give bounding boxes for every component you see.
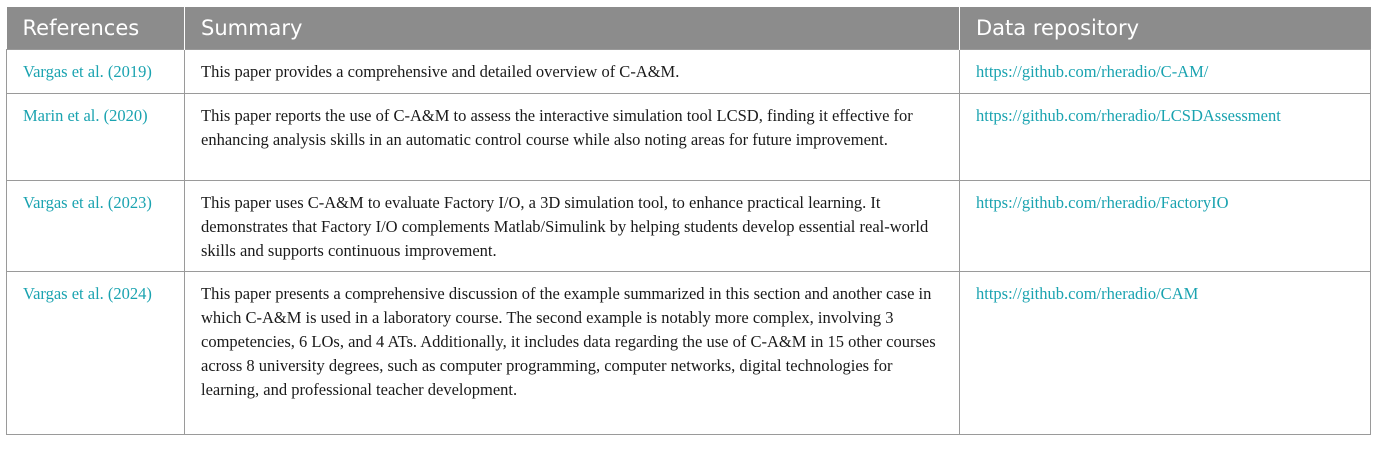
repository-link[interactable]: https://github.com/rheradio/C-AM/ <box>976 62 1209 81</box>
header-summary: Summary <box>185 7 960 50</box>
summary-cell: This paper provides a comprehensive and detailed overview of C-A&M. <box>185 50 960 94</box>
table-row <box>7 272 1371 435</box>
summary-cell: This paper presents a comprehensive discussion of the example summarized in this section and another case in which C-A&M is used in a laboratory course. The second example is notably more complex, involving 3 competencies, 6 LOs, and 4 ATs. Additionally, it includes data regarding the use of C-A&M in 15 other courses across 8 university degrees, such as computer programming, computer networks, digital technologies for learning, and professional teacher development. <box>185 272 960 435</box>
header-references: References <box>7 7 185 50</box>
header-row <box>7 7 1371 50</box>
repository-cell <box>960 181 1371 272</box>
table-row <box>7 94 1371 181</box>
reference-link[interactable]: Vargas et al. (2024) <box>7 272 185 435</box>
reference-link[interactable]: Marin et al. (2020) <box>7 94 185 181</box>
table-body <box>7 50 1371 435</box>
repository-link[interactable]: https://github.com/rheradio/LCSDAssessment <box>976 106 1281 125</box>
reference-link[interactable]: Vargas et al. (2023) <box>7 181 185 272</box>
repository-cell <box>960 50 1371 94</box>
table-header <box>7 7 1371 50</box>
table-row <box>7 181 1371 272</box>
table-row <box>7 50 1371 94</box>
repository-cell <box>960 272 1371 435</box>
repository-cell <box>960 94 1371 181</box>
repository-link[interactable]: https://github.com/rheradio/FactoryIO <box>976 193 1229 212</box>
reference-link[interactable]: Vargas et al. (2019) <box>7 50 185 94</box>
repository-link[interactable]: https://github.com/rheradio/CAM <box>976 284 1199 303</box>
references-table <box>6 7 1371 435</box>
header-data-repository: Data repository <box>960 7 1371 50</box>
references-table-container <box>6 7 1370 435</box>
summary-cell: This paper uses C-A&M to evaluate Factory I/O, a 3D simulation tool, to enhance practical learning. It demonstrates that Factory I/O complements Matlab/Simulink by helping students develop essential real-world skills and supports continuous improvement. <box>185 181 960 272</box>
summary-cell: This paper reports the use of C-A&M to assess the interactive simulation tool LCSD, finding it effective for enhancing analysis skills in an automatic control course while also noting areas for future improvement. <box>185 94 960 181</box>
